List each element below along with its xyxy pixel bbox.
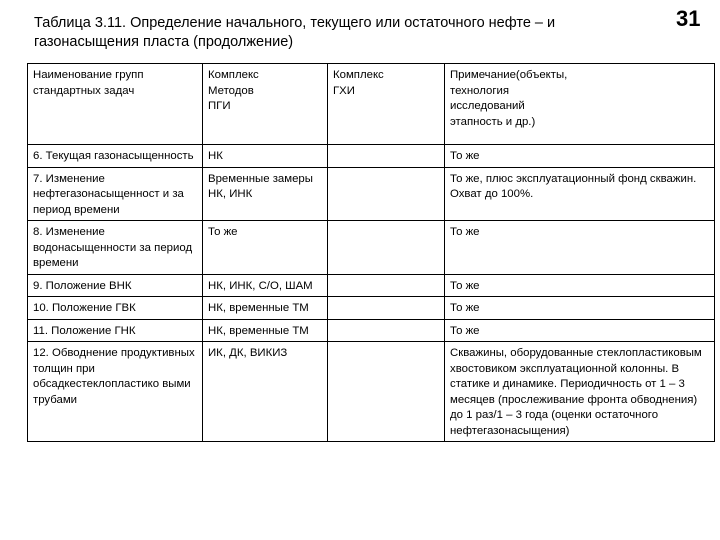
cell-pgi: То же [203,221,328,275]
cell-note: Скважины, оборудованные стеклопластиковым хвостовиком эксплуатационной колонны. В статике и динамике. Периодичность от 1 – 3 месяцев (прослеживание фронта обводнения) до 1 раз/1 – 3 года (оценки остаточного нефтегазонасыщения) [445,342,715,442]
cell-note: То же, плюс эксплуатационный фонд скважин. Охват до 100%. [445,167,715,221]
table-row [28,167,715,221]
table-row [28,319,715,342]
cell-pgi: НК, временные ТМ [203,297,328,320]
cell-pgi: НК [203,145,328,168]
column-header-ghi: Комплекс ГХИ [328,64,445,145]
table-row [28,145,715,168]
column-header-task: Наименование групп стандартных задач [28,64,203,145]
cell-note: То же [445,274,715,297]
table-header-row [28,64,715,145]
cell-ghi [328,167,445,221]
cell-pgi: ИК, ДК, ВИКИЗ [203,342,328,442]
table-row [28,274,715,297]
column-header-pgi: Комплекс Методов ПГИ [203,64,328,145]
cell-pgi: Временные замеры НК, ИНК [203,167,328,221]
page-number: 31 [676,6,701,31]
cell-task: 7. Изменение нефтегазонасыщенност и за период времени [28,167,203,221]
cell-note: То же [445,221,715,275]
table-caption: Таблица 3.11. Определение начального, текущего или остаточного нефте – и газонасыщения пласта (продолжение) [34,15,556,50]
cell-ghi [328,342,445,442]
cell-note: То же [445,319,715,342]
cell-ghi [328,221,445,275]
table-row [28,297,715,320]
cell-task: 11. Положение ГНК [28,319,203,342]
cell-task: 10. Положение ГВК [28,297,203,320]
data-table [27,63,715,442]
column-header-note: Примечание(объекты, технология исследований этапность и др.) [445,64,715,145]
cell-pgi: НК, временные ТМ [203,319,328,342]
cell-ghi [328,319,445,342]
table-row [28,221,715,275]
cell-ghi [328,297,445,320]
cell-task: 12. Обводнение продуктивных толщин при обсадкестеклопластико выми трубами [28,342,203,442]
cell-ghi [328,145,445,168]
cell-task: 8. Изменение водонасыщенности за период времени [28,221,203,275]
table-row [28,342,715,442]
cell-ghi [328,274,445,297]
cell-task: 9. Положение ВНК [28,274,203,297]
cell-note: То же [445,297,715,320]
cell-pgi: НК, ИНК, С/О, ШАМ [203,274,328,297]
cell-note: То же [445,145,715,168]
cell-task: 6. Текущая газонасыщенность [28,145,203,168]
